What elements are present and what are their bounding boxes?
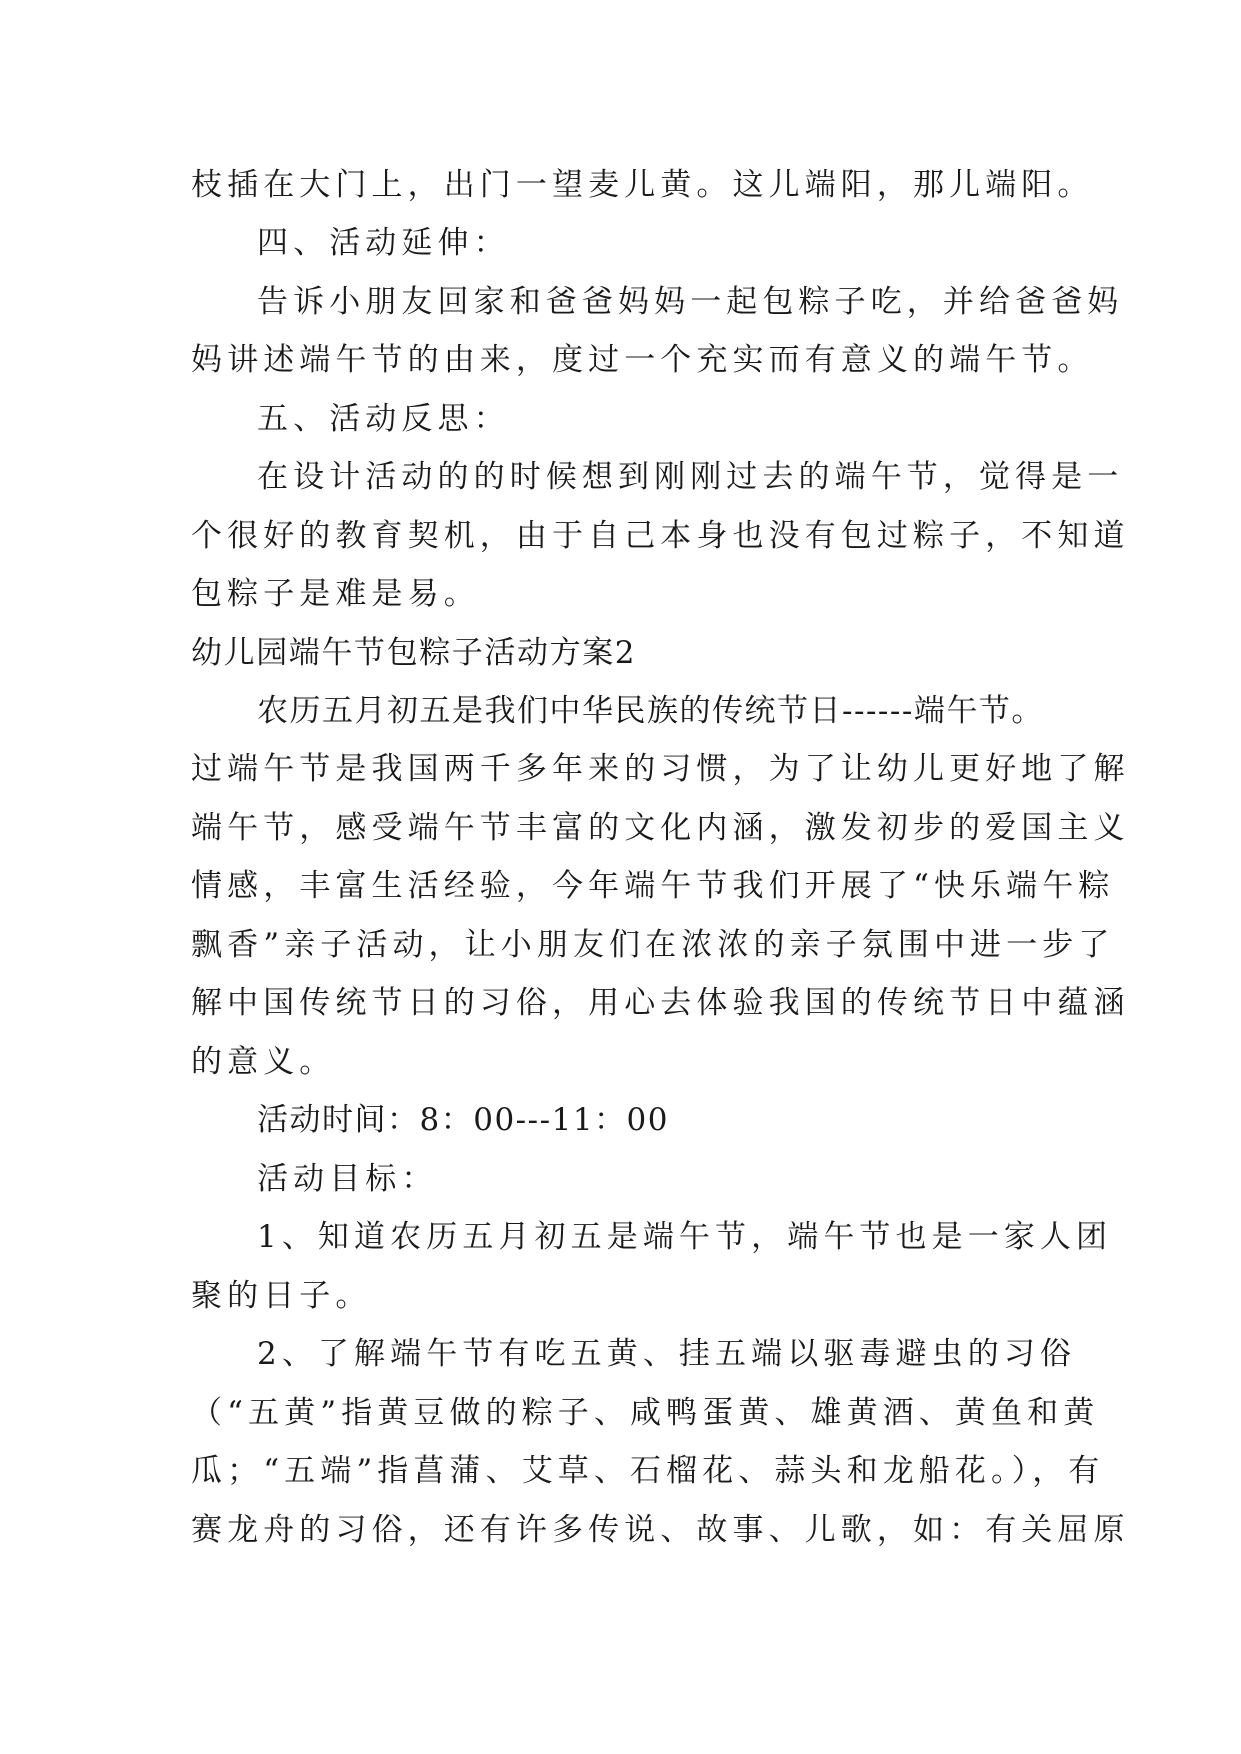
text-line: 在设计活动的的时候想到刚刚过去的端午节，觉得是一 [257,459,1124,495]
document-title: 幼儿园端午节包粽子活动方案2 [191,635,637,671]
text-line: 个很好的教育契机，由于自己本身也没有包过粽子，不知道 [191,518,1130,554]
text-line: 包粽子是难是易。 [191,576,480,612]
text-line: 过端午节是我国两千多年来的习惯，为了让幼儿更好地了解 [191,751,1130,787]
text-line: 农历五月初五是我们中华民族的传统节日------端午节。 [257,693,1044,729]
text-line: 情感，丰富生活经验，今年端午节我们开展了“快乐端午粽 [191,868,1115,904]
text-line: （“五黄”指黄豆做的粽子、咸鸭蛋黄、雄黄酒、黄鱼和黄 [191,1395,1100,1431]
text-line: 飘香”亲子活动，让小朋友们在浓浓的亲子氛围中进一步了 [191,927,1115,963]
section-heading: 五、活动反思： [257,401,510,437]
text-line: 妈讲述端午节的由来，度过一个充实而有意义的端午节。 [191,342,1094,378]
list-item: 1、知道农历五月初五是端午节，端午节也是一家人团 [257,1219,1113,1255]
section-heading: 四、活动延伸： [257,225,510,261]
text-line: 瓜；“五端”指菖蒲、艾草、石榴花、蒜头和龙船花。），有 [191,1453,1105,1489]
text-line: 解中国传统节日的习俗，用心去体验我国的传统节日中蕴涵 [191,985,1130,1021]
text-line: 活动目标： [257,1161,438,1197]
text-line: 活动时间：8：00---11：00 [257,1102,669,1138]
text-line: 端午节，感受端午节丰富的文化内涵，激发初步的爱国主义 [191,810,1130,846]
text-line: 的意义。 [191,1044,336,1080]
text-line: 聚的日子。 [191,1278,372,1314]
list-item: 2、了解端午节有吃五黄、挂五端以驱毒避虫的习俗 [257,1336,1077,1372]
text-line: 枝插在大门上，出门一望麦儿黄。这儿端阳，那儿端阳。 [191,167,1094,203]
text-line: 赛龙舟的习俗，还有许多传说、故事、儿歌，如：有关屈原 [191,1512,1130,1548]
text-line: 告诉小朋友回家和爸爸妈妈一起包粽子吃，并给爸爸妈 [257,284,1124,320]
